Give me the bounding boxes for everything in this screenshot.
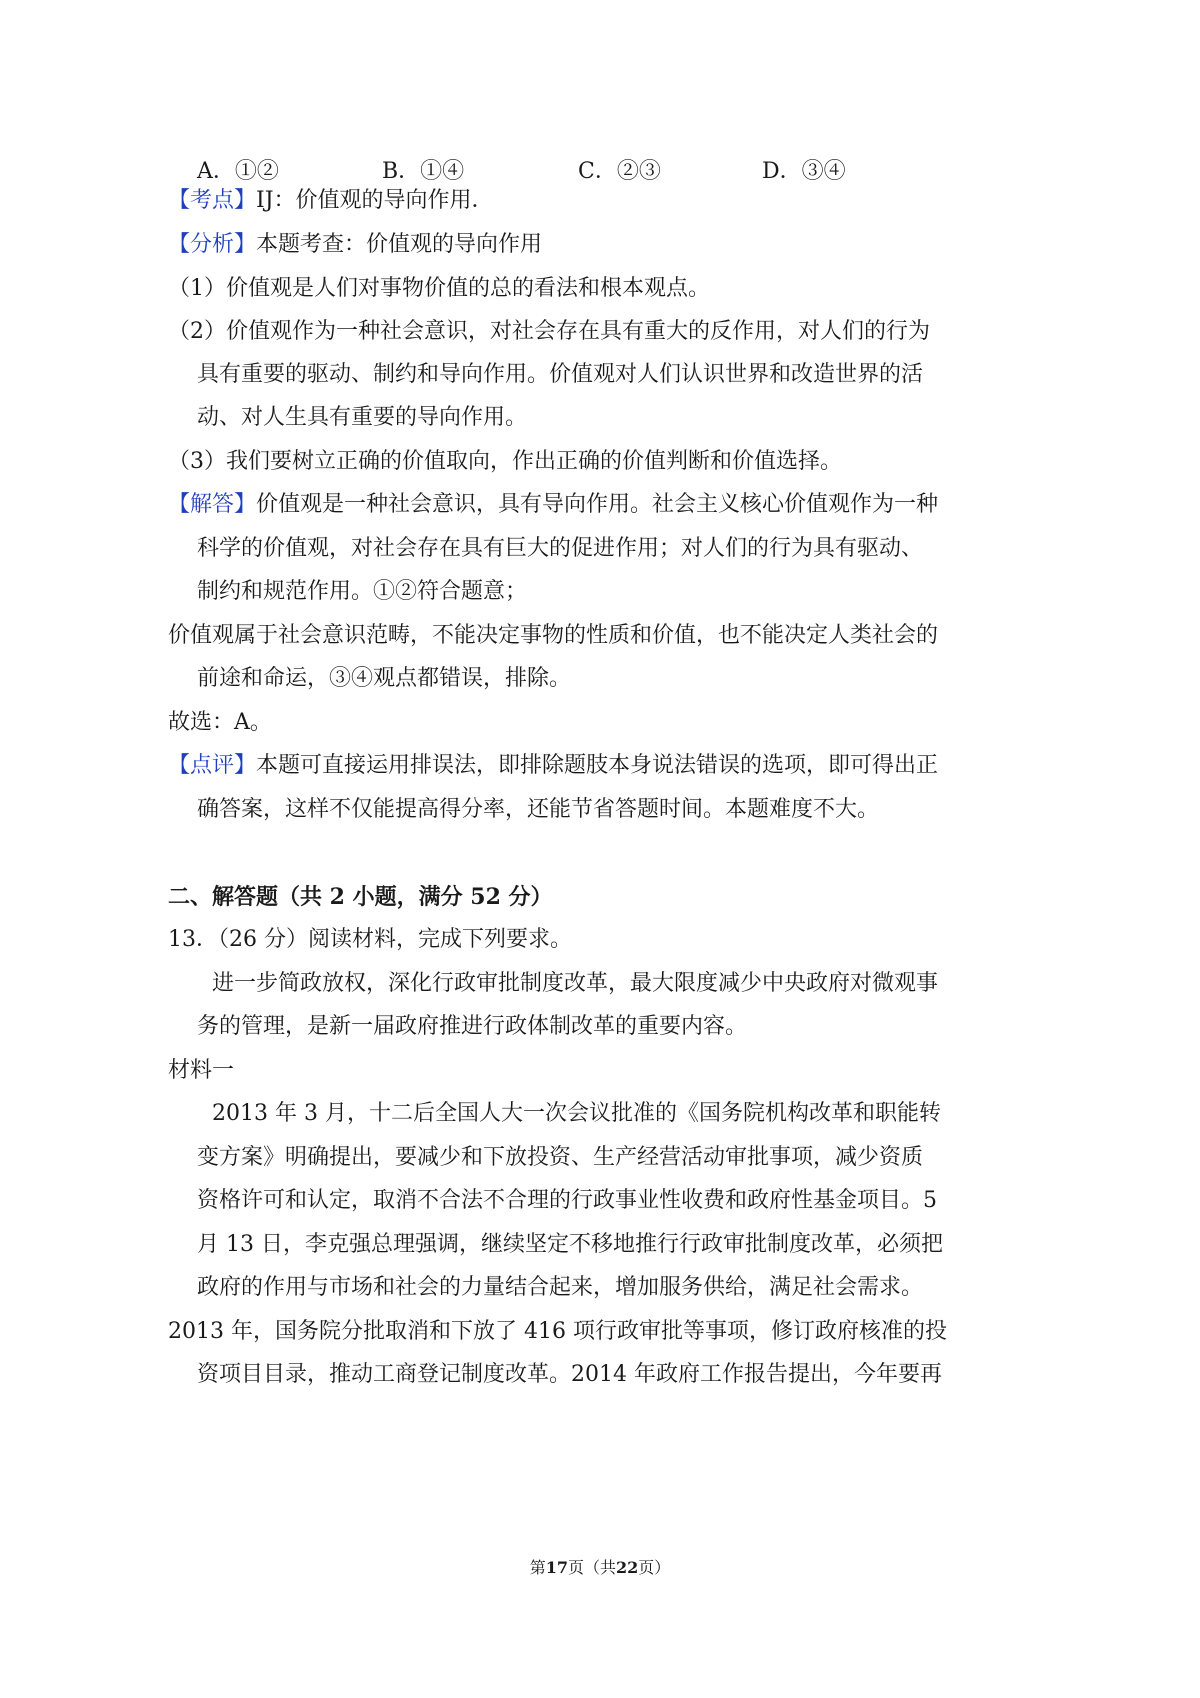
kaodian-label: 【考点】: [168, 188, 257, 213]
intro-line-2: 务的管理，是新一届政府推进行政体制改革的重要内容。: [197, 1014, 748, 1039]
material-line-7: 资项目目录，推动工商登记制度改革。2014 年政府工作报告提出，今年要再: [197, 1362, 942, 1387]
material-1-title: 材料一: [168, 1058, 235, 1083]
material-line-5: 政府的作用与市场和社会的力量结合起来，增加服务供给，满足社会需求。: [197, 1275, 924, 1300]
jieda-line-3: 制约和规范作用。①②符合题意；: [197, 579, 528, 604]
jieda-label: 【解答】: [168, 492, 257, 517]
fenxi-line: [168, 230, 542, 260]
footer-page-number: 17: [545, 1558, 568, 1577]
footer-mid: 页（共: [567, 1558, 616, 1577]
fenxi-point-2-line-2: 具有重要的驱动、制约和导向作用。价值观对人们认识世界和改造世界的活: [197, 362, 924, 387]
jieda-line-1: [168, 490, 938, 520]
material-line-3: 资格许可和认定，取消不合法不合理的行政事业性收费和政府性基金项目。5: [197, 1188, 937, 1213]
dianping-line-1: [168, 751, 938, 781]
fenxi-point-2-line-3: 动、对人生具有重要的导向作用。: [197, 405, 528, 430]
footer-suffix: 页）: [638, 1558, 671, 1577]
kaodian-text: IJ：价值观的导向作用．: [256, 188, 494, 213]
intro-line-1: 进一步简政放权，深化行政审批制度改革，最大限度减少中央政府对微观事: [212, 971, 939, 996]
fenxi-label: 【分析】: [168, 232, 257, 257]
page-footer: [0, 1557, 1200, 1579]
dianping-line-2: 确答案，这样不仅能提高得分率，还能节省答题时间。本题难度不大。: [197, 797, 880, 822]
jieda-answer: 故选：A。: [168, 710, 272, 735]
footer-prefix: 第: [529, 1558, 546, 1577]
option-c: C．②③: [578, 159, 661, 184]
jieda-line-2: 科学的价值观，对社会存在具有巨大的促进作用；对人们的行为具有驱动、: [197, 536, 924, 561]
fenxi-text: 本题考查：价值观的导向作用: [256, 232, 543, 257]
material-line-4: 月 13 日，李克强总理强调，继续坚定不移地推行行政审批制度改革，必须把: [197, 1232, 943, 1257]
material-line-2: 变方案》明确提出，要减少和下放投资、生产经营活动审批事项，减少资质: [197, 1145, 924, 1170]
option-a: A．①②: [197, 159, 279, 184]
section-heading: 二、解答题（共 2 小题，满分 52 分）: [168, 884, 553, 910]
jieda-line-4: 价值观属于社会意识范畴，不能决定事物的性质和价值，也不能决定人类社会的: [168, 623, 939, 648]
material-line-6: 2013 年，国务院分批取消和下放了 416 项行政审批等事项，修订政府核准的投: [168, 1319, 947, 1344]
kaodian-line: [168, 186, 494, 216]
footer-total-pages: 22: [616, 1558, 639, 1577]
fenxi-point-3: （3）我们要树立正确的价值取向，作出正确的价值判断和价值选择。: [168, 449, 842, 474]
material-line-1: 2013 年 3 月，十二后全国人大一次会议批准的《国务院机构改革和职能转: [212, 1101, 941, 1126]
dianping-label: 【点评】: [168, 753, 257, 778]
jieda-text-1: 价值观是一种社会意识，具有导向作用。社会主义核心价值观作为一种: [256, 492, 939, 517]
fenxi-point-1: （1）价值观是人们对事物价值的总的看法和根本观点。: [168, 276, 710, 301]
option-d: D．③④: [762, 159, 846, 184]
dianping-text-1: 本题可直接运用排误法，即排除题肢本身说法错误的选项，即可得出正: [256, 753, 939, 778]
option-b: B．①④: [382, 159, 465, 184]
question-13: 13．（26 分）阅读材料，完成下列要求。: [168, 927, 572, 952]
fenxi-point-2-line-1: （2）价值观作为一种社会意识，对社会存在具有重大的反作用，对人们的行为: [168, 319, 930, 344]
jieda-line-5: 前途和命运，③④观点都错误，排除。: [197, 666, 572, 691]
